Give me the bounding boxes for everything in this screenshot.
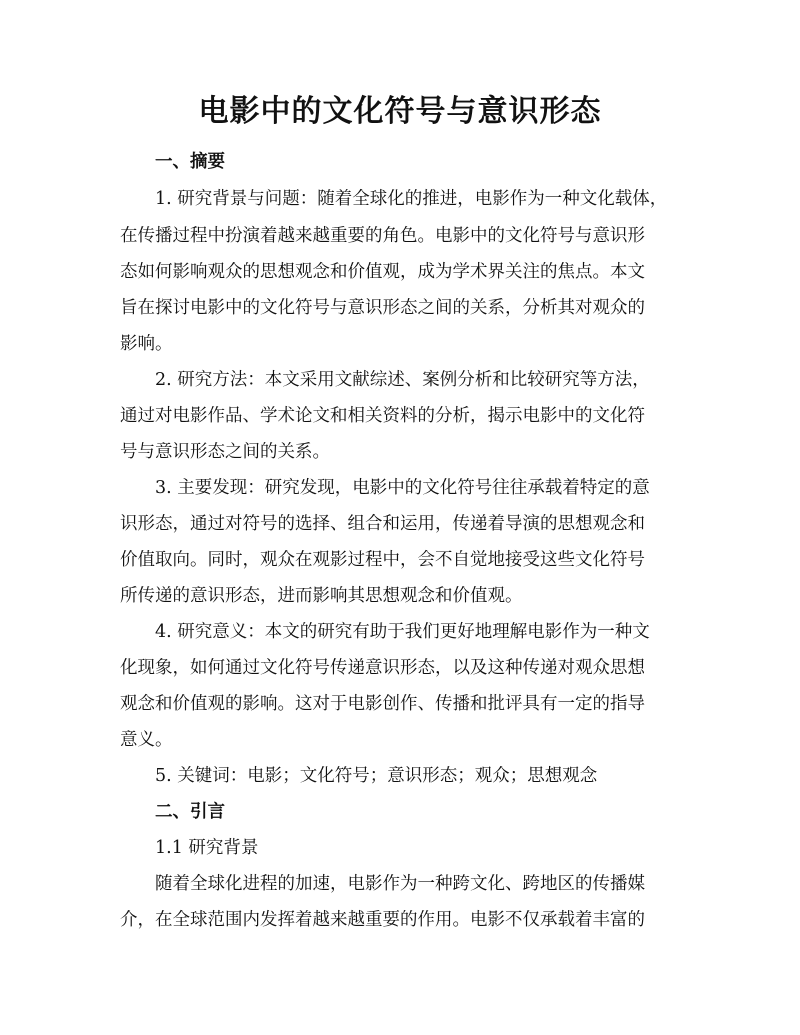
section-heading-abstract: 一、摘要 (155, 152, 225, 172)
paragraph-line: 在传播过程中扮演着越来越重要的角色。电影中的文化符号与意识形 (120, 226, 645, 246)
paragraph-line: 旨在探讨电影中的文化符号与意识形态之间的关系，分析其对观众的 (120, 298, 645, 318)
paragraph-line: 介，在全球范围内发挥着越来越重要的作用。电影不仅承载着丰富的 (120, 910, 645, 930)
paragraph-line: 通过对电影作品、学术论文和相关资料的分析，揭示电影中的文化符 (120, 406, 645, 426)
paragraph-line: 2. 研究方法：本文采用文献综述、案例分析和比较研究等方法， (155, 370, 650, 390)
section-heading-introduction: 二、引言 (155, 802, 225, 822)
paragraph-line: 影响。 (120, 334, 173, 354)
paragraph-line: 化现象，如何通过文化符号传递意识形态，以及这种传递对观众思想 (120, 658, 645, 678)
paragraph-line: 随着全球化进程的加速，电影作为一种跨文化、跨地区的传播媒 (155, 874, 645, 894)
paragraph-line: 4. 研究意义：本文的研究有助于我们更好地理解电影作为一种文 (155, 622, 650, 642)
paragraph-line: 3. 主要发现：研究发现，电影中的文化符号往往承载着特定的意 (155, 478, 650, 498)
paragraph-line: 1. 研究背景与问题：随着全球化的推进，电影作为一种文化载体， (155, 189, 668, 209)
paragraph-line: 5. 关键词：电影；文化符号；意识形态；观众；思想观念 (155, 766, 598, 786)
paragraph-line: 价值取向。同时，观众在观影过程中，会不自觉地接受这些文化符号 (120, 550, 645, 570)
paragraph-line: 号与意识形态之间的关系。 (120, 442, 330, 462)
paragraph-line: 识形态，通过对符号的选择、组合和运用，传递着导演的思想观念和 (120, 514, 645, 534)
paragraph-line: 观念和价值观的影响。这对于电影创作、传播和批评具有一定的指导 (120, 694, 645, 714)
paragraph-line: 意义。 (120, 730, 173, 750)
subsection-heading: 1.1 研究背景 (155, 838, 259, 858)
document-title: 电影中的文化符号与意识形态 (198, 94, 602, 129)
paragraph-line: 所传递的意识形态，进而影响其思想观念和价值观。 (120, 586, 523, 606)
paragraph-line: 态如何影响观众的思想观念和价值观，成为学术界关注的焦点。本文 (120, 262, 645, 282)
